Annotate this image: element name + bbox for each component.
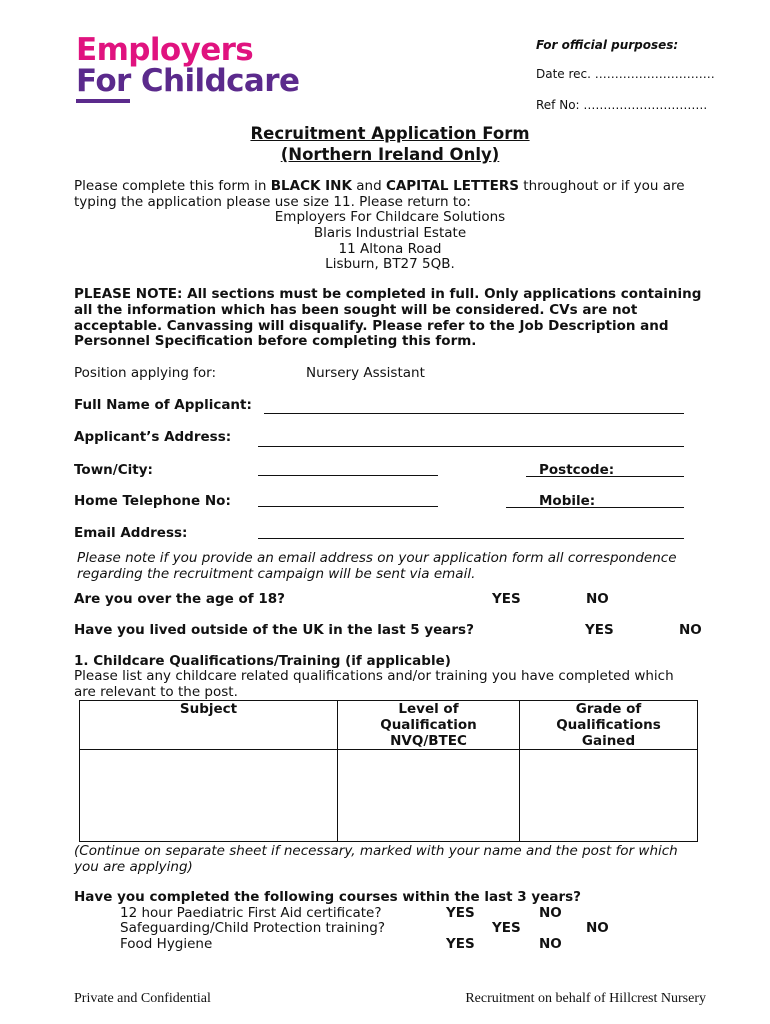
logo-line-for-childcare: For Childcare bbox=[76, 63, 300, 99]
section-1-heading: 1. Childcare Qualifications/Training (if applicable) bbox=[74, 653, 451, 669]
return-address-line: Blaris Industrial Estate bbox=[313, 225, 467, 241]
ref-no-field: Ref No: …………………………. bbox=[536, 98, 708, 112]
logo-line-employers: Employers bbox=[76, 32, 254, 68]
footer-left: Private and Confidential bbox=[74, 991, 211, 1006]
date-rec-field: Date rec. ………………………… bbox=[536, 67, 715, 81]
safeguarding-yes-option[interactable]: YES bbox=[492, 920, 521, 936]
official-purposes-heading: For official purposes: bbox=[536, 38, 679, 52]
level-cell[interactable] bbox=[338, 750, 520, 842]
column-header-grade: Grade of Qualifications Gained bbox=[520, 701, 698, 750]
course-first-aid: 12 hour Paediatric First Aid certificate? bbox=[120, 905, 382, 921]
qualifications-table bbox=[79, 700, 698, 842]
form-subtitle: (Northern Ireland Only) bbox=[280, 145, 500, 164]
town-label: Town/City: bbox=[74, 462, 153, 478]
course-safeguarding: Safeguarding/Child Protection training? bbox=[120, 920, 386, 936]
return-address-line: Employers For Childcare Solutions bbox=[274, 209, 506, 225]
home-telephone-label: Home Telephone No: bbox=[74, 493, 231, 509]
section-1-description: Please list any childcare related qualifications and/or training you have completed which are relevant to the post. bbox=[74, 668, 674, 700]
email-field[interactable] bbox=[258, 538, 684, 539]
footer-right: Recruitment on behalf of Hillcrest Nursery bbox=[465, 991, 706, 1006]
home-telephone-field[interactable] bbox=[258, 506, 438, 507]
table-header-row bbox=[80, 701, 698, 750]
first-aid-no-option[interactable]: NO bbox=[539, 905, 562, 921]
mobile-label: Mobile: bbox=[539, 493, 596, 509]
town-field[interactable] bbox=[258, 475, 438, 476]
postcode-field[interactable] bbox=[526, 476, 684, 477]
safeguarding-no-option[interactable]: NO bbox=[586, 920, 609, 936]
mobile-field[interactable] bbox=[506, 507, 684, 508]
please-note-paragraph: PLEASE NOTE: All sections must be completed in full. Only applications containing all the information which has been sought will be considered. CVs are not acceptable. Canvassing will disqualify. Please refer to the Job Description and Personnel Specification before completing this form. bbox=[74, 286, 702, 350]
subject-cell[interactable] bbox=[80, 750, 338, 842]
address-label: Applicant’s Address: bbox=[74, 429, 232, 445]
grade-cell[interactable] bbox=[520, 750, 698, 842]
course-food-hygiene: Food Hygiene bbox=[120, 936, 213, 952]
outside-uk-no-option[interactable]: NO bbox=[679, 622, 702, 638]
postcode-label: Postcode: bbox=[539, 462, 615, 478]
position-value: Nursery Assistant bbox=[306, 365, 425, 381]
email-note: Please note if you provide an email address on your application form all correspondence regarding the recruitment campaign will be sent via email. bbox=[77, 550, 677, 582]
courses-question: Have you completed the following courses within the last 3 years? bbox=[74, 889, 581, 905]
food-hygiene-no-option[interactable]: NO bbox=[539, 936, 562, 952]
intro-paragraph: Please complete this form in BLACK INK and CAPITAL LETTERS throughout or if you are typing the application please use size 11. Please return to: bbox=[74, 178, 685, 210]
return-address-line: Lisburn, BT27 5QB. bbox=[325, 256, 455, 272]
first-aid-yes-option[interactable]: YES bbox=[446, 905, 475, 921]
food-hygiene-yes-option[interactable]: YES bbox=[446, 936, 475, 952]
over-18-yes-option[interactable]: YES bbox=[492, 591, 521, 607]
outside-uk-question: Have you lived outside of the UK in the last 5 years? bbox=[74, 622, 474, 638]
over-18-no-option[interactable]: NO bbox=[586, 591, 609, 607]
form-title: Recruitment Application Form bbox=[250, 124, 530, 143]
column-header-level: Level of Qualification NVQ/BTEC bbox=[338, 701, 520, 750]
email-label: Email Address: bbox=[74, 525, 188, 541]
logo-underline bbox=[76, 99, 130, 103]
return-address-line: 11 Altona Road bbox=[338, 241, 442, 257]
full-name-label: Full Name of Applicant: bbox=[74, 397, 252, 413]
column-header-subject: Subject bbox=[80, 701, 338, 750]
over-18-question: Are you over the age of 18? bbox=[74, 591, 285, 607]
full-name-field[interactable] bbox=[264, 413, 684, 414]
continue-note: (Continue on separate sheet if necessary, marked with your name and the post for which you are applying) bbox=[74, 843, 678, 875]
position-label: Position applying for: bbox=[74, 365, 217, 381]
address-field[interactable] bbox=[258, 446, 684, 447]
outside-uk-yes-option[interactable]: YES bbox=[585, 622, 614, 638]
table-row bbox=[80, 750, 698, 842]
